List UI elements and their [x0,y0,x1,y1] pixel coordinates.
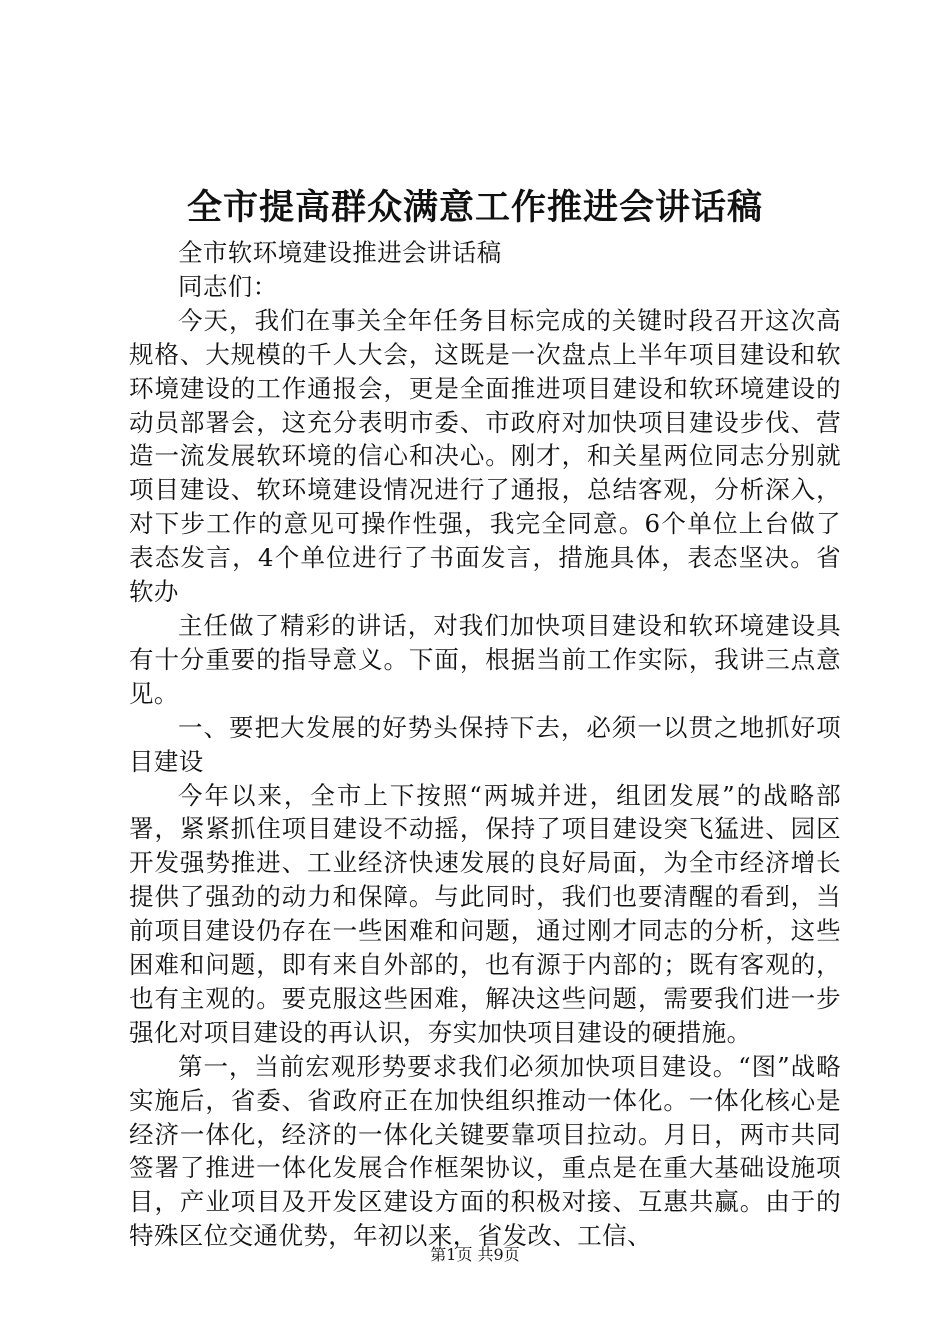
page-number-footer: 第1页 共9页 [430,1245,520,1264]
body-paragraph: 今天，我们在事关全年任务目标完成的关键时段召开这次高规格、大规模的千人大会，这既是一次盘点上半年项目建设和软环境建设的工作通报会，更是全面推进项目建设和软环境建设的动员部署会，这充分表明市委、市政府对加快项目建设步伐、营造一流发展软环境的信心和决心。刚才，和关星两位同志分别就项目建设、软环境建设情况进行了通报，总结客观，分析深入，对下步工作的意见可操作性强，我完全同意。6个单位上台做了表态发言，4个单位进行了书面发言，措施具体，表态坚决。省软办 [129,305,841,607]
body-paragraph: 今年以来，全市上下按照“两城并进，组团发展”的战略部署，紧紧抓住项目建设不动摇，保持了项目建设突飞猛进、园区开发强势推进、工业经济快速发展的良好局面，为全市经济增长提供了强劲的动力和保障。与此同时，我们也要清醒的看到，当前项目建设仍存在一些困难和问题，通过刚才同志的分析，这些困难和问题，即有来自外部的，也有源于内部的；既有客观的，也有主观的。要克服这些困难，解决这些问题，需要我们进一步强化对项目建设的再认识，夯实加快项目建设的硬措施。 [129,780,841,1047]
section-heading: 一、要把大发展的好势头保持下去，必须一以贯之地抓好项目建设 [129,712,841,776]
body-paragraph: 第一，当前宏观形势要求我们必须加快项目建设。“图”战略实施后，省委、省政府正在加快组织推动一体化。一体化核心是经济一体化，经济的一体化关键要靠项目拉动。月日，两市共同签署了推进一体化发展合作框架协议，重点是在重大基础设施项目，产业项目及开发区建设方面的积极对接、互惠共赢。由于的特殊区位交通优势，年初以来，省发改、工信、 [129,1051,841,1251]
body-paragraph: 主任做了精彩的讲话，对我们加快项目建设和软环境建设具有十分重要的指导意义。下面，根据当前工作实际，我讲三点意见。 [129,610,841,708]
salutation-paragraph: 同志们： [178,271,278,301]
subtitle-paragraph: 全市软环境建设推进会讲话稿 [178,238,502,267]
document-title: 全市提高群众满意工作推进会讲话稿 [186,187,763,228]
document-body [129,236,841,1253]
